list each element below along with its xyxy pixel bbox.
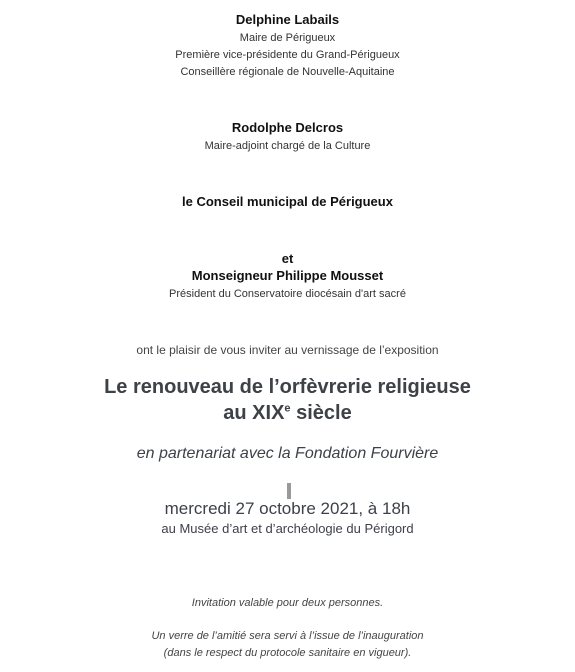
- host1-role-mayor: Maire de Périgueux: [239, 32, 336, 44]
- host3-role: Président du Conservatoire diocésain d'art sacré: [169, 288, 406, 300]
- partnership-text: en partenariat avec la Fondation Fourvière: [136, 445, 439, 462]
- exhibition-title-line2-suffix: siècle: [290, 402, 352, 424]
- exhibition-title-line1: Le renouveau de l’orfèvrerie religieuse: [104, 376, 471, 398]
- host1-role-councillor: Conseillère régionale de Nouvelle-Aquitaine: [180, 66, 395, 78]
- host1-role-vice-president: Première vice-présidente du Grand-Périgueux: [175, 49, 400, 61]
- exhibition-title-line2-prefix: au XIX: [223, 402, 285, 424]
- host2-name: Rodolphe Delcros: [231, 120, 344, 135]
- event-venue: au Musée d’art et d’archéologie du Périgord: [161, 521, 414, 536]
- host1-name: Delphine Labails: [235, 12, 340, 27]
- exhibition-title-line2-superscript: e: [284, 402, 291, 415]
- conjunction-text: et: [281, 251, 294, 266]
- host2-role: Maire-adjoint chargé de la Culture: [204, 140, 371, 152]
- council-name: le Conseil municipal de Périgueux: [182, 194, 393, 209]
- host3-name: Monseigneur Philippe Mousset: [191, 268, 384, 283]
- validity-note: Invitation valable pour deux personnes.: [191, 597, 384, 609]
- separator-marker: [287, 483, 291, 499]
- reception-note-line1: Un verre de l’amitié sera servi à l’issue de l’inauguration: [151, 630, 424, 642]
- reception-note-line2: (dans le respect du protocole sanitaire en vigueur).: [163, 647, 412, 659]
- exhibition-title-line2: [0, 402, 575, 425]
- invitation-intro: ont le plaisir de vous inviter au vernissage de l’exposition: [136, 343, 439, 357]
- event-datetime: mercredi 27 octobre 2021, à 18h: [164, 499, 411, 518]
